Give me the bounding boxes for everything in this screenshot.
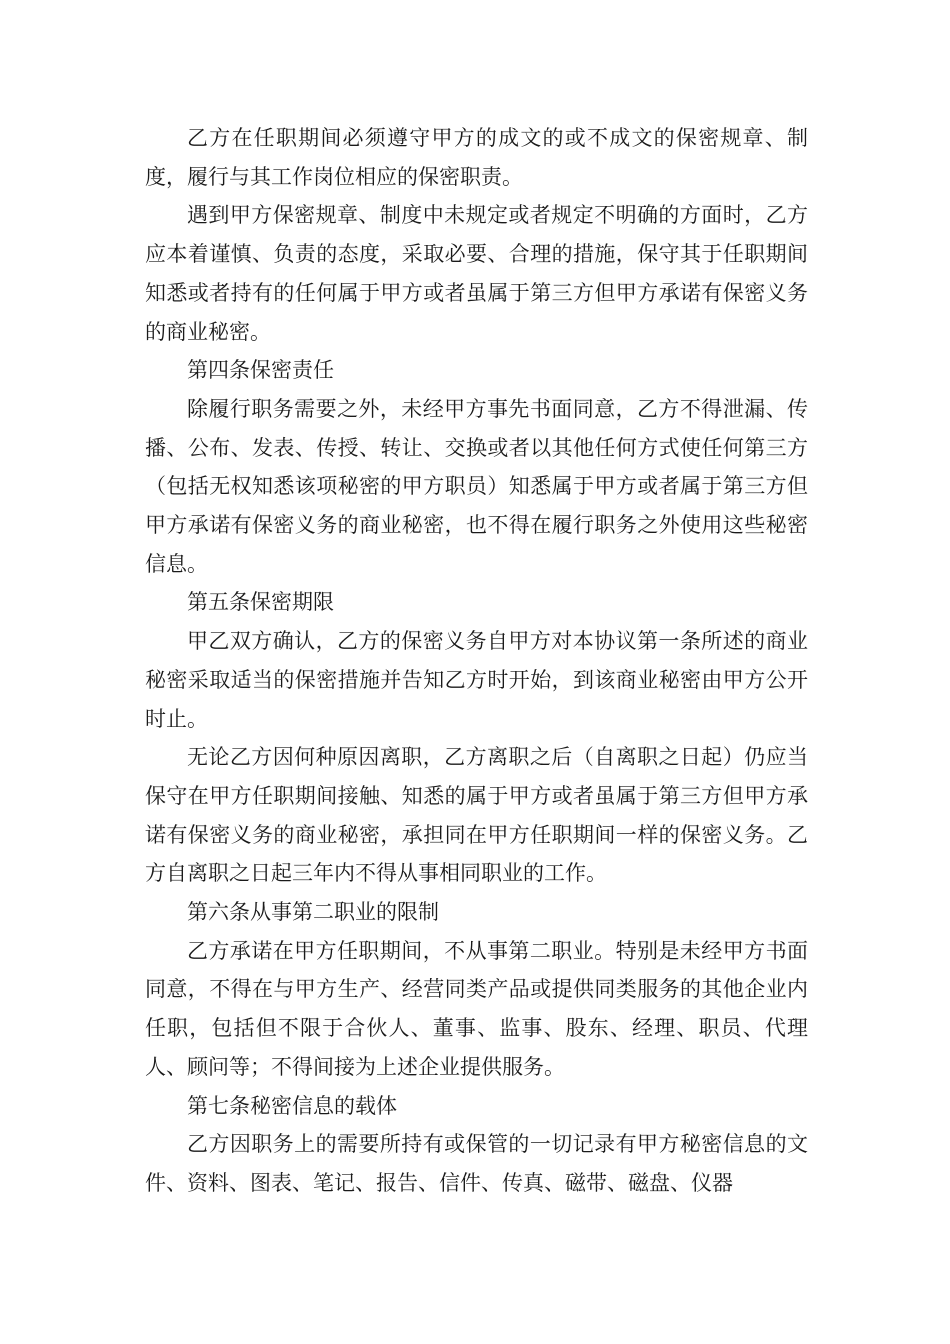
paragraph-confidentiality-rules: 乙方在任职期间必须遵守甲方的成文的或不成文的保密规章、制度，履行与其工作岗位相应的保密职责。 [145,126,808,189]
article-4-heading: 第四条保密责任 [187,358,334,383]
article-6-heading: 第六条从事第二职业的限制 [187,900,439,925]
paragraph-article-7-body: 乙方因职务上的需要所持有或保管的一切记录有甲方秘密信息的文件、资料、图表、笔记、报告、信件、传真、磁带、磁盘、仪器 [145,1132,808,1195]
article-7-heading: 第七条秘密信息的载体 [187,1093,397,1118]
paragraph-article-5-departure: 无论乙方因何种原因离职，乙方离职之后（自离职之日起）仍应当保守在甲方任职期间接触、知悉的属于甲方或者虽属于第三方但甲方承诺有保密义务的商业秘密，承担同在甲方任职期间一样的保密义务。乙方自离职之日起三年内不得从事相同职业的工作。 [145,745,808,886]
article-5-heading: 第五条保密期限 [187,590,334,615]
paragraph-unspecified-rules: 遇到甲方保密规章、制度中未规定或者规定不明确的方面时，乙方应本着谨慎、负责的态度，采取必要、合理的措施，保守其于任职期间知悉或者持有的任何属于甲方或者虽属于第三方但甲方承诺有保密义务的商业秘密。 [145,203,808,344]
document-body [145,119,808,1203]
paragraph-article-4-body: 除履行职务需要之外，未经甲方事先书面同意，乙方不得泄漏、传播、公布、发表、传授、转让、交换或者以其他任何方式使任何第三方（包括无权知悉该项秘密的甲方职员）知悉属于甲方或者属于第三方但甲方承诺有保密义务的商业秘密，也不得在履行职务之外使用这些秘密信息。 [145,396,808,576]
paragraph-article-5-body: 甲乙双方确认，乙方的保密义务自甲方对本协议第一条所述的商业秘密采取适当的保密措施并告知乙方时开始，到该商业秘密由甲方公开时止。 [145,629,808,731]
paragraph-article-6-body: 乙方承诺在甲方任职期间，不从事第二职业。特别是未经甲方书面同意，不得在与甲方生产、经营同类产品或提供同类服务的其他企业内任职，包括但不限于合伙人、董事、监事、股东、经理、职员、代理人、顾问等；不得间接为上述企业提供服务。 [145,938,808,1079]
